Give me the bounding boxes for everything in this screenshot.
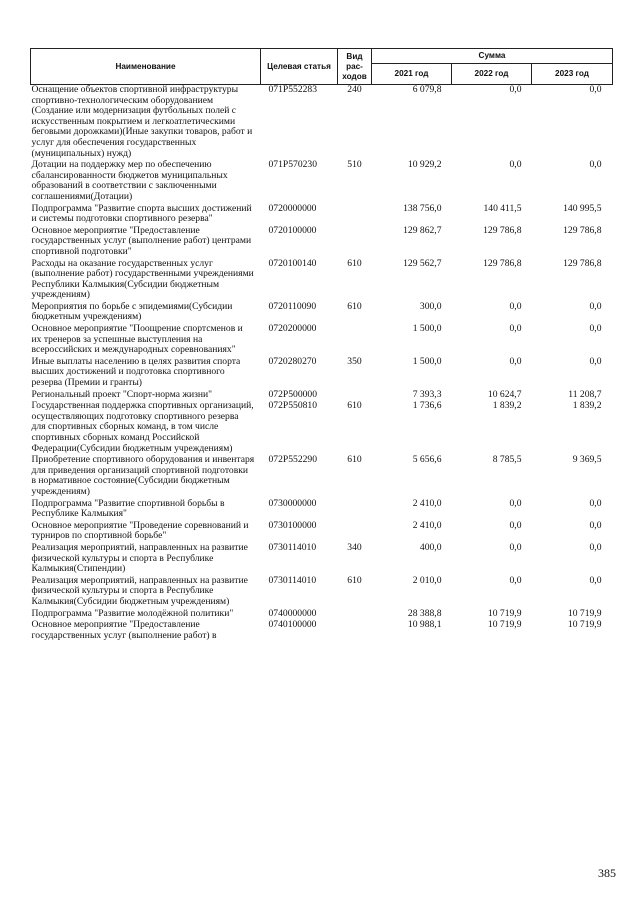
- table-row: [31, 543, 613, 576]
- cell-code: 0720110090: [268, 300, 317, 312]
- cell-v2022: 1 839,2: [492, 400, 522, 412]
- cell-v2023: 0,0: [589, 355, 602, 367]
- cell-name: Приобретение спортивного оборудования и инвентаря для приведения организаций спортивной подготовки в нормативное состояние(Субсидии бюджетным учреждениям): [31, 454, 255, 497]
- cell-name: Реализация мероприятий, направленных на развитие физической культуры и спорта в Республике Калмыкия(Субсидии бюджетным учреждениям): [31, 574, 248, 607]
- cell-v2021: 129 562,7: [403, 257, 442, 269]
- header-2022: 2022 год: [452, 64, 532, 85]
- cell-v2023: 11 208,7: [568, 388, 602, 400]
- cell-vid: [338, 324, 372, 357]
- table-row: [31, 226, 613, 259]
- header-2023: 2023 год: [532, 64, 613, 85]
- cell-name: Расходы на оказание государственных услуг (выполнение работ) государственными учреждениями Республики Калмыкия(Субсидии бюджетным учреждениям): [31, 257, 254, 301]
- cell-v2022: 0,0: [509, 84, 522, 95]
- table-row: [31, 401, 613, 455]
- cell-vid: [338, 620, 372, 642]
- cell-v2023: 0,0: [589, 574, 602, 586]
- cell-vid: [338, 499, 372, 521]
- cell-v2023: 1 839,2: [572, 400, 602, 412]
- cell-name: Подпрограмма "Развитие молодёжной политики": [31, 607, 234, 619]
- cell-v2021: 6 079,8: [412, 84, 442, 95]
- cell-name: Мероприятия по борьбе с эпидемиями(Субсидии бюджетным учреждениям): [31, 300, 233, 323]
- table-row: [31, 521, 613, 543]
- header-name: Наименование: [31, 49, 261, 85]
- cell-v2023: 0,0: [589, 159, 602, 171]
- cell-v2021: 2 410,0: [412, 519, 442, 531]
- cell-code: 0740000000: [268, 607, 317, 619]
- cell-v2021: 1 500,0: [412, 323, 442, 335]
- cell-v2022: 129 786,8: [483, 257, 522, 269]
- cell-code: 0720280270: [268, 355, 317, 367]
- cell-v2021: 300,0: [419, 300, 442, 312]
- cell-code: 071P570230: [268, 159, 318, 171]
- table-row: [31, 455, 613, 498]
- cell-v2022: 0,0: [509, 355, 522, 367]
- cell-v2021: 10 929,2: [407, 159, 442, 171]
- cell-code: 0720100140: [268, 257, 317, 269]
- cell-v2022: 0,0: [509, 323, 522, 335]
- cell-v2021: 10 988,1: [407, 619, 442, 631]
- cell-v2023: 0,0: [589, 541, 602, 553]
- cell-code: 0730100000: [268, 519, 317, 531]
- header-code: Целевая статья: [261, 49, 338, 85]
- table-row: [31, 620, 613, 642]
- header-vid: Вид рас-ходов: [338, 49, 372, 85]
- cell-v2022: 0,0: [509, 574, 522, 586]
- cell-v2022: 8 785,5: [492, 454, 522, 466]
- cell-v2022: 0,0: [509, 159, 522, 171]
- cell-v2021: 7 393,3: [412, 388, 442, 400]
- cell-vid: [338, 204, 372, 226]
- table-row: [31, 499, 613, 521]
- cell-code: 0730000000: [268, 497, 317, 509]
- cell-name: Дотации на поддержку мер по обеспечению сбалансированности бюджетов муниципальных образований в соответствии с заключенными соглашениями(Дотации): [31, 159, 228, 202]
- page-number: 385: [598, 866, 616, 880]
- cell-code: 0720100000: [268, 224, 317, 236]
- cell-v2022: 0,0: [509, 497, 522, 509]
- cell-v2023: 0,0: [589, 497, 602, 509]
- cell-vid: [338, 521, 372, 543]
- cell-v2021: 400,0: [419, 541, 442, 553]
- cell-v2023: 0,0: [589, 300, 602, 312]
- cell-v2022: 10 624,7: [487, 388, 522, 400]
- cell-v2021: 2 010,0: [412, 574, 442, 586]
- cell-name: Реализация мероприятий, направленных на развитие физической культуры и спорта в Республике Калмыкия(Стипендии): [31, 541, 248, 575]
- cell-vid: 340: [347, 541, 362, 553]
- cell-v2022: 10 719,9: [487, 619, 522, 631]
- cell-v2023: 9 369,5: [572, 454, 602, 466]
- cell-vid: 350: [347, 355, 362, 367]
- cell-v2022: 0,0: [509, 300, 522, 312]
- cell-code: 0730114010: [268, 541, 317, 553]
- cell-code: 072P500000: [268, 388, 318, 400]
- budget-table-page: [30, 48, 612, 642]
- cell-v2021: 5 656,6: [412, 454, 442, 466]
- cell-name: Основное мероприятие "Проведение соревнований и турниров по спортивной борьбе": [31, 519, 249, 542]
- cell-v2022: 10 719,9: [487, 607, 522, 619]
- cell-v2021: 1 500,0: [412, 355, 442, 367]
- cell-vid: [338, 226, 372, 259]
- cell-v2023: 129 786,8: [563, 257, 602, 269]
- cell-v2021: 138 756,0: [403, 202, 442, 214]
- cell-name: Оснащение объектов спортивной инфраструктуры спортивно-технологическим оборудованием (Создание или модернизация футбольных полей с искусственным покрытием и легкоатлетическими беговыми дорожками)(Иные закупки товаров, работ и услуг для обеспечения государственных (муниципальных) нужд): [31, 84, 253, 159]
- cell-v2021: 1 736,6: [412, 400, 442, 412]
- cell-name: Основное мероприятие "Поощрение спортсменов и их тренеров за успешные выступления на всероссийских и международных соревнованиях": [31, 323, 243, 356]
- cell-vid: 610: [347, 574, 362, 586]
- cell-code: 072P552290: [268, 454, 318, 466]
- cell-v2023: 0,0: [589, 519, 602, 531]
- cell-v2022: 0,0: [509, 519, 522, 531]
- cell-v2021: 2 410,0: [412, 497, 442, 509]
- cell-v2023: 129 786,8: [563, 224, 602, 236]
- cell-code: 0730114010: [268, 574, 317, 586]
- cell-v2023: 0,0: [589, 323, 602, 335]
- cell-vid: 610: [347, 454, 362, 466]
- cell-v2021: 28 388,8: [407, 607, 442, 619]
- header-sum: Сумма: [372, 49, 613, 64]
- cell-name: Иные выплаты населению в целях развития спорта высших достижений и подготовка спортивного резерва (Премии и гранты): [31, 355, 241, 389]
- table-row: [31, 576, 613, 609]
- cell-code: 072P550810: [268, 400, 318, 412]
- table-header: [31, 49, 613, 85]
- table-row: [31, 259, 613, 302]
- table-row: [31, 357, 613, 390]
- cell-v2023: 140 995,5: [563, 202, 602, 214]
- cell-name: Подпрограмма "Развитие спортивной борьбы в Республике Калмыкия": [31, 497, 225, 520]
- header-2021: 2021 год: [372, 64, 452, 85]
- cell-v2022: 129 786,8: [483, 224, 522, 236]
- cell-name: Подпрограмма "Развитие спорта высших достижений и системы подготовки спортивного резерва": [31, 202, 252, 225]
- table-row: [31, 85, 613, 161]
- cell-v2023: 0,0: [589, 84, 602, 95]
- cell-vid: 510: [347, 159, 362, 171]
- cell-vid: 610: [347, 257, 362, 269]
- cell-code: 071P552283: [268, 84, 318, 95]
- table-row: [31, 160, 613, 203]
- cell-v2022: 0,0: [509, 541, 522, 553]
- table-row: [31, 204, 613, 226]
- cell-vid: 240: [347, 84, 362, 95]
- cell-vid: [338, 609, 372, 621]
- cell-name: Региональный проект "Спорт-норма жизни": [31, 388, 213, 400]
- table-row: [31, 324, 613, 357]
- cell-v2023: 10 719,9: [567, 607, 602, 619]
- table-row: [31, 302, 613, 324]
- cell-vid: 610: [347, 300, 362, 312]
- cell-code: 0720000000: [268, 202, 317, 214]
- cell-name: Основное мероприятие "Предоставление государственных услуг (выполнение работ) центрами спортивной подготовки": [31, 224, 252, 257]
- budget-table: [30, 48, 613, 642]
- table-body: [31, 85, 613, 643]
- cell-code: 0720200000: [268, 323, 317, 335]
- cell-name: Государственная поддержка спортивных организаций, осуществляющих подготовку спортивного резерва для спортивных сборных команд, в том числе спортивных сборных команд Российской Федерации(Субсидии бюджетным учреждениям): [31, 400, 254, 454]
- cell-v2022: 140 411,5: [483, 202, 522, 214]
- cell-v2021: 129 862,7: [403, 224, 442, 236]
- cell-name: Основное мероприятие "Предоставление государственных услуг (выполнение работ) в: [31, 619, 217, 641]
- cell-v2023: 10 719,9: [567, 619, 602, 631]
- cell-code: 0740100000: [268, 619, 317, 631]
- cell-vid: 610: [347, 400, 362, 412]
